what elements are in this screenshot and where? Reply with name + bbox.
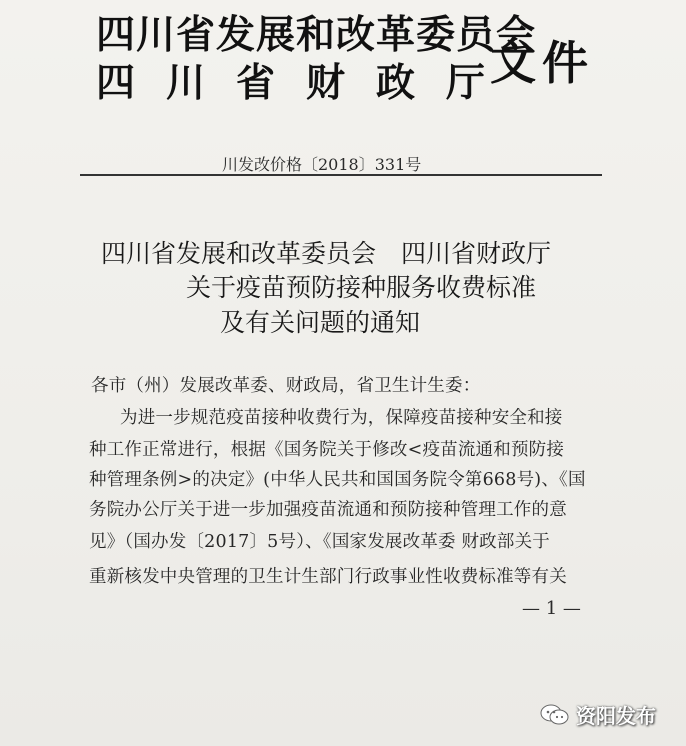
document-number: 川发改价格〔2018〕331号 <box>222 155 422 174</box>
header-divider <box>80 174 602 176</box>
body-line: 重新核发中央管理的卫生计生部门行政事业性收费标准等有关 <box>89 567 567 587</box>
notice-title-line-1: 四川省发展和改革委员会 四川省财政厅 <box>101 239 552 268</box>
body-line: 务院办公厅关于进一步加强疫苗流通和预防接种管理工作的意 <box>89 500 567 520</box>
body-line: 种工作正常进行，根据《国务院关于修改<疫苗流通和预防接 <box>89 440 565 460</box>
wechat-icon <box>540 704 570 726</box>
body-line: 见》（国办发〔2017〕5号）、《国家发展改革委 财政部关于 <box>89 532 550 552</box>
watermark <box>540 700 656 729</box>
issuer-name-finance: 四川省财政厅 <box>96 60 517 106</box>
issuer-name-ndrc: 四川省发展和改革委员会 <box>96 12 537 58</box>
notice-title-line-3: 及有关问题的通知 <box>220 308 421 337</box>
document-type-label: 文件 <box>490 36 594 90</box>
body-line: 为进一步规范疫苗接种收费行为，保障疫苗接种安全和接 <box>120 408 563 428</box>
salutation: 各市（州）发展改革委、财政局，省卫生计生委： <box>91 376 481 396</box>
page-number: — 1 — <box>522 598 581 619</box>
body-line: 种管理条例>的决定》(中华人民共和国国务院令第668号)、《国 <box>89 470 586 490</box>
watermark-text: 资阳发布 <box>576 704 656 728</box>
notice-title-line-2: 关于疫苗预防接种服务收费标准 <box>186 273 537 302</box>
